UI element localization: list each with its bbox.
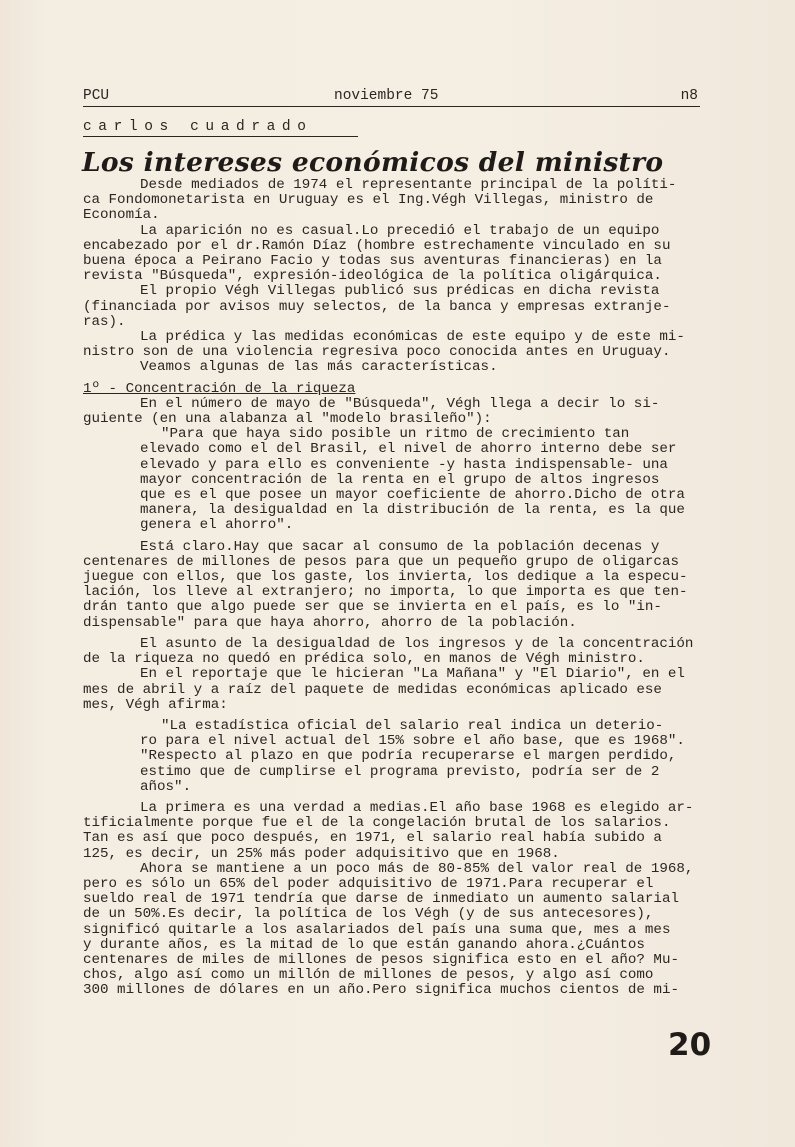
text-line: ras). [83, 313, 126, 330]
text-line: manera, la desigualdad en la distribución de la renta, es la que [140, 502, 685, 519]
text-line: Desde mediados de 1974 el representante principal de la políti- [140, 177, 677, 193]
page-number: 20 [668, 1027, 712, 1063]
text-line: En el reportaje que le hicieran "La Mañana" y "El Diario", en el [140, 666, 685, 683]
text-line: drán tanto que algo puede ser que se invierta en el país, es lo "in- [83, 599, 662, 616]
text-line: La primera es una verdad a medias.El año base 1968 es elegido ar- [140, 799, 694, 816]
text-line: "Respecto al plazo en que podría recuperarse el margen perdido, [140, 748, 677, 765]
text-line: estimo que de cumplirse el programa previsto, podría ser de 2 [140, 763, 660, 780]
article-body [83, 178, 723, 999]
text-line: centenares de miles de millones de pesos significa esto en el año? Mu- [83, 951, 679, 968]
text-line: años". [140, 778, 192, 795]
section-heading: 1º - Concentración de la riqueza [83, 380, 356, 397]
text-line: ro para el nivel actual del 15% sobre el año base, que es 1968". [140, 733, 685, 750]
text-line: En el número de mayo de "Búsqueda", Végh llega a decir lo si- [140, 395, 660, 412]
text-line: revista "Búsqueda", expresión-ideológica de la política oligárquica. [83, 268, 662, 285]
text-line: sueldo real de 1971 tendría que darse de inmediato un aumento salarial [83, 891, 679, 908]
text-line: buena época a Peirano Facio y todas sus aventuras financieras) en la [83, 253, 662, 270]
text-line: de la riqueza no quedó en prédica solo, en manos de Végh ministro. [83, 651, 645, 668]
text-line: 125, es decir, un 25% más poder adquisitivo que en 1968. [83, 845, 560, 862]
text-line: nistro son de una violencia regresiva poco conocida antes en Uruguay. [83, 344, 671, 361]
text-line: elevado como el del Brasil, el nivel de ahorro interno debe ser [140, 441, 677, 458]
text-line: guiente (en una alabanza al "modelo brasileño"): [83, 411, 492, 428]
text-line: genera el ahorro". [140, 517, 294, 534]
page-header [83, 88, 700, 107]
text-line: y durante años, es la mitad de lo que están ganando ahora.¿Cuántos [83, 936, 645, 953]
text-line: Ahora se mantiene a un poco más de 80-85% del valor real de 1968, [140, 860, 694, 877]
text-line: El propio Végh Villegas publicó sus prédicas en dicha revista [140, 283, 660, 300]
text-line: tificialmente porque fue el de la congelación brutal de los salarios. [83, 815, 671, 832]
text-line: que es el que posee un mayor coeficiente de ahorro.Dicho de otra [140, 487, 685, 504]
text-line: juegue con ellos, que los gaste, los invierta, los dedique a la especu- [83, 569, 688, 586]
text-line: (financiada por avisos muy selectos, de la banca y empresas extranje- [83, 298, 671, 315]
text-line: La prédica y las medidas económicas de este equipo y de este mi- [140, 329, 685, 346]
text-line: Está claro.Hay que sacar al consumo de la población decenas y [140, 538, 660, 555]
author-name: carlos cuadrado [83, 118, 358, 137]
text-line: mes, Végh afirma: [83, 696, 228, 713]
text-line: lación, los lleve al extranjero; no importa, lo que importa es que ten- [83, 584, 688, 601]
text-line: centenares de millones de pesos para que un pequeño grupo de oligarcas [83, 553, 679, 570]
text-line: Economía. [83, 207, 160, 224]
text-line: "Para que haya sido posible un ritmo de crecimiento tan [161, 426, 630, 443]
text-line: mayor concentración de la renta en el grupo de altos ingresos [140, 471, 660, 488]
text-line: ca Fondomonetarista en Uruguay es el Ing.Végh Villegas, ministro de [83, 192, 654, 209]
text-line: "La estadística oficial del salario real indica un deterio- [161, 717, 664, 734]
text-line: dispensable" para que haya ahorro, ahorro de la población. [83, 614, 577, 631]
publication-name: PCU [83, 88, 110, 104]
text-line: El asunto de la desigualdad de los ingresos y de la concentración [140, 635, 694, 652]
text-line: de un 50%.Es decir, la política de los Végh (y de sus antecesores), [83, 906, 654, 923]
text-line: chos, algo así como un millón de millones de pesos, y algo así como [83, 967, 654, 984]
text-line: elevado y para ello es conveniente -y hasta indispensable- una [140, 456, 668, 473]
text-line: Tan es así que poco después, en 1971, el salario real había subido a [83, 830, 662, 847]
text-line: pero es sólo un 65% del poder adquisitivo de 1971.Para recuperar el [83, 875, 654, 892]
text-line: 300 millones de dólares en un año.Pero significa muchos cientos de mi- [83, 982, 679, 999]
text-line: mes de abril y a raíz del paquete de medidas económicas aplicado ese [83, 681, 662, 698]
text-line: encabezado por el dr.Ramón Díaz (hombre estrechamente vinculado en su [83, 237, 671, 254]
issue-date: noviembre 75 [334, 88, 439, 104]
text-line: significó quitarle a los asalariados del país una suma que, mes a mes [83, 921, 671, 938]
text-line: La aparición no es casual.Lo precedió el trabajo de un equipo [140, 222, 660, 239]
article-title: Los intereses económicos del ministro [82, 147, 664, 178]
text-line: Veamos algunas de las más características. [140, 359, 498, 376]
issue-number: n8 [680, 88, 698, 104]
